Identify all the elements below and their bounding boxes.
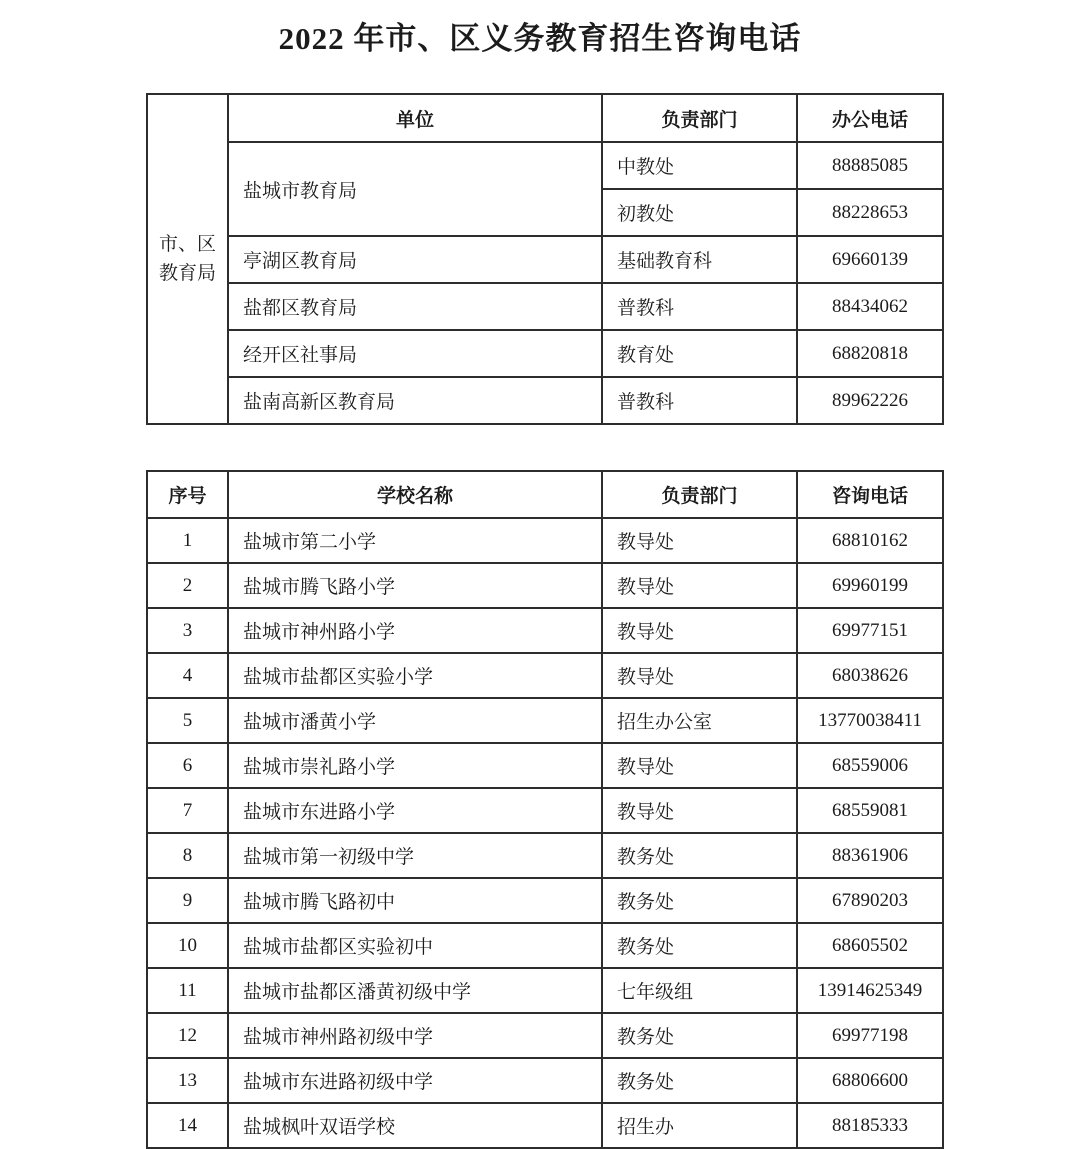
page-title: 2022 年市、区义务教育招生咨询电话 — [278, 21, 802, 56]
phone-cell: 88228653 — [797, 189, 943, 236]
unit-cell: 盐都区教育局 — [228, 283, 602, 330]
dept-cell: 教务处 — [602, 923, 797, 968]
school-name-cell: 盐城市第一初级中学 — [228, 833, 602, 878]
school-col-header-3: 负责部门 — [602, 471, 797, 518]
school-row-12 — [147, 1013, 943, 1058]
serial-cell: 14 — [147, 1103, 228, 1148]
dept-cell: 教务处 — [602, 1013, 797, 1058]
dept-cell: 教务处 — [602, 878, 797, 923]
phone-cell: 68559081 — [797, 788, 943, 833]
serial-cell: 13 — [147, 1058, 228, 1103]
dept-cell: 教导处 — [602, 653, 797, 698]
school-name-cell: 盐城市潘黄小学 — [228, 698, 602, 743]
bureau-col-header-2: 负责部门 — [602, 94, 797, 142]
serial-cell: 11 — [147, 968, 228, 1013]
dept-cell: 教育处 — [602, 330, 797, 377]
school-row-6 — [147, 743, 943, 788]
bureau-col-header-1: 单位 — [228, 94, 602, 142]
bureau-side-header — [147, 94, 228, 424]
dept-cell: 招生办 — [602, 1103, 797, 1148]
dept-cell: 基础教育科 — [602, 236, 797, 283]
school-row-5 — [147, 698, 943, 743]
serial-cell: 9 — [147, 878, 228, 923]
bureau-header-row — [147, 94, 943, 142]
phone-cell: 89962226 — [797, 377, 943, 424]
bureau-table-body — [147, 94, 943, 424]
serial-cell: 12 — [147, 1013, 228, 1058]
school-row-10 — [147, 923, 943, 968]
dept-cell: 普教科 — [602, 377, 797, 424]
phone-cell: 68559006 — [797, 743, 943, 788]
school-name-cell: 盐城市腾飞路初中 — [228, 878, 602, 923]
school-col-header-2: 学校名称 — [228, 471, 602, 518]
phone-cell: 69660139 — [797, 236, 943, 283]
dept-cell: 七年级组 — [602, 968, 797, 1013]
school-name-cell: 盐城市盐都区潘黄初级中学 — [228, 968, 602, 1013]
school-name-cell: 盐城市东进路小学 — [228, 788, 602, 833]
dept-cell: 中教处 — [602, 142, 797, 189]
dept-cell: 招生办公室 — [602, 698, 797, 743]
bureau-side-header-line-2: 教育局 — [158, 263, 216, 284]
school-row-4 — [147, 653, 943, 698]
bureau-row-1 — [147, 142, 943, 189]
school-name-cell: 盐城市盐都区实验小学 — [228, 653, 602, 698]
serial-cell: 1 — [147, 518, 228, 563]
dept-cell: 教导处 — [602, 608, 797, 653]
serial-cell: 3 — [147, 608, 228, 653]
phone-cell: 69977198 — [797, 1013, 943, 1058]
school-name-cell: 盐城市东进路初级中学 — [228, 1058, 602, 1103]
serial-cell: 8 — [147, 833, 228, 878]
school-name-cell: 盐城市盐都区实验初中 — [228, 923, 602, 968]
serial-cell: 7 — [147, 788, 228, 833]
dept-cell: 教导处 — [602, 743, 797, 788]
dept-cell: 普教科 — [602, 283, 797, 330]
school-name-cell: 盐城枫叶双语学校 — [228, 1103, 602, 1148]
serial-cell: 6 — [147, 743, 228, 788]
serial-cell: 4 — [147, 653, 228, 698]
phone-cell: 68038626 — [797, 653, 943, 698]
school-name-cell: 盐城市腾飞路小学 — [228, 563, 602, 608]
bureau-row-3 — [147, 236, 943, 283]
bureau-row-4 — [147, 283, 943, 330]
phone-cell: 68810162 — [797, 518, 943, 563]
dept-cell: 初教处 — [602, 189, 797, 236]
school-row-3 — [147, 608, 943, 653]
school-row-9 — [147, 878, 943, 923]
dept-cell: 教导处 — [602, 788, 797, 833]
phone-cell: 88434062 — [797, 283, 943, 330]
dept-cell: 教务处 — [602, 833, 797, 878]
unit-cell: 经开区社事局 — [228, 330, 602, 377]
school-row-11 — [147, 968, 943, 1013]
serial-cell: 2 — [147, 563, 228, 608]
phone-cell: 13914625349 — [797, 968, 943, 1013]
school-name-cell: 盐城市第二小学 — [228, 518, 602, 563]
school-row-7 — [147, 788, 943, 833]
dept-cell: 教导处 — [602, 518, 797, 563]
school-header-row — [147, 471, 943, 518]
dept-cell: 教务处 — [602, 1058, 797, 1103]
phone-cell: 88185333 — [797, 1103, 943, 1148]
school-name-cell: 盐城市崇礼路小学 — [228, 743, 602, 788]
phone-cell: 88361906 — [797, 833, 943, 878]
bureau-col-header-3: 办公电话 — [797, 94, 943, 142]
phone-cell: 13770038411 — [797, 698, 943, 743]
dept-cell: 教导处 — [602, 563, 797, 608]
unit-cell: 盐城市教育局 — [228, 142, 602, 236]
school-row-13 — [147, 1058, 943, 1103]
school-row-8 — [147, 833, 943, 878]
phone-cell: 68820818 — [797, 330, 943, 377]
bureau-side-header-line-1: 市、区 — [158, 234, 216, 255]
phone-cell: 69960199 — [797, 563, 943, 608]
phone-cell: 68806600 — [797, 1058, 943, 1103]
serial-cell: 10 — [147, 923, 228, 968]
bureau-row-5 — [147, 330, 943, 377]
unit-cell: 亭湖区教育局 — [228, 236, 602, 283]
school-name-cell: 盐城市神州路初级中学 — [228, 1013, 602, 1058]
phone-cell: 88885085 — [797, 142, 943, 189]
phone-cell: 67890203 — [797, 878, 943, 923]
unit-cell: 盐南高新区教育局 — [228, 377, 602, 424]
school-name-cell: 盐城市神州路小学 — [228, 608, 602, 653]
serial-cell: 5 — [147, 698, 228, 743]
bureau-row-6 — [147, 377, 943, 424]
bureau-table — [146, 93, 944, 425]
phone-cell: 69977151 — [797, 608, 943, 653]
school-table — [146, 470, 944, 1149]
school-col-header-4: 咨询电话 — [797, 471, 943, 518]
school-table-body — [147, 471, 943, 1148]
school-row-2 — [147, 563, 943, 608]
school-col-header-1: 序号 — [147, 471, 228, 518]
school-row-1 — [147, 518, 943, 563]
phone-cell: 68605502 — [797, 923, 943, 968]
